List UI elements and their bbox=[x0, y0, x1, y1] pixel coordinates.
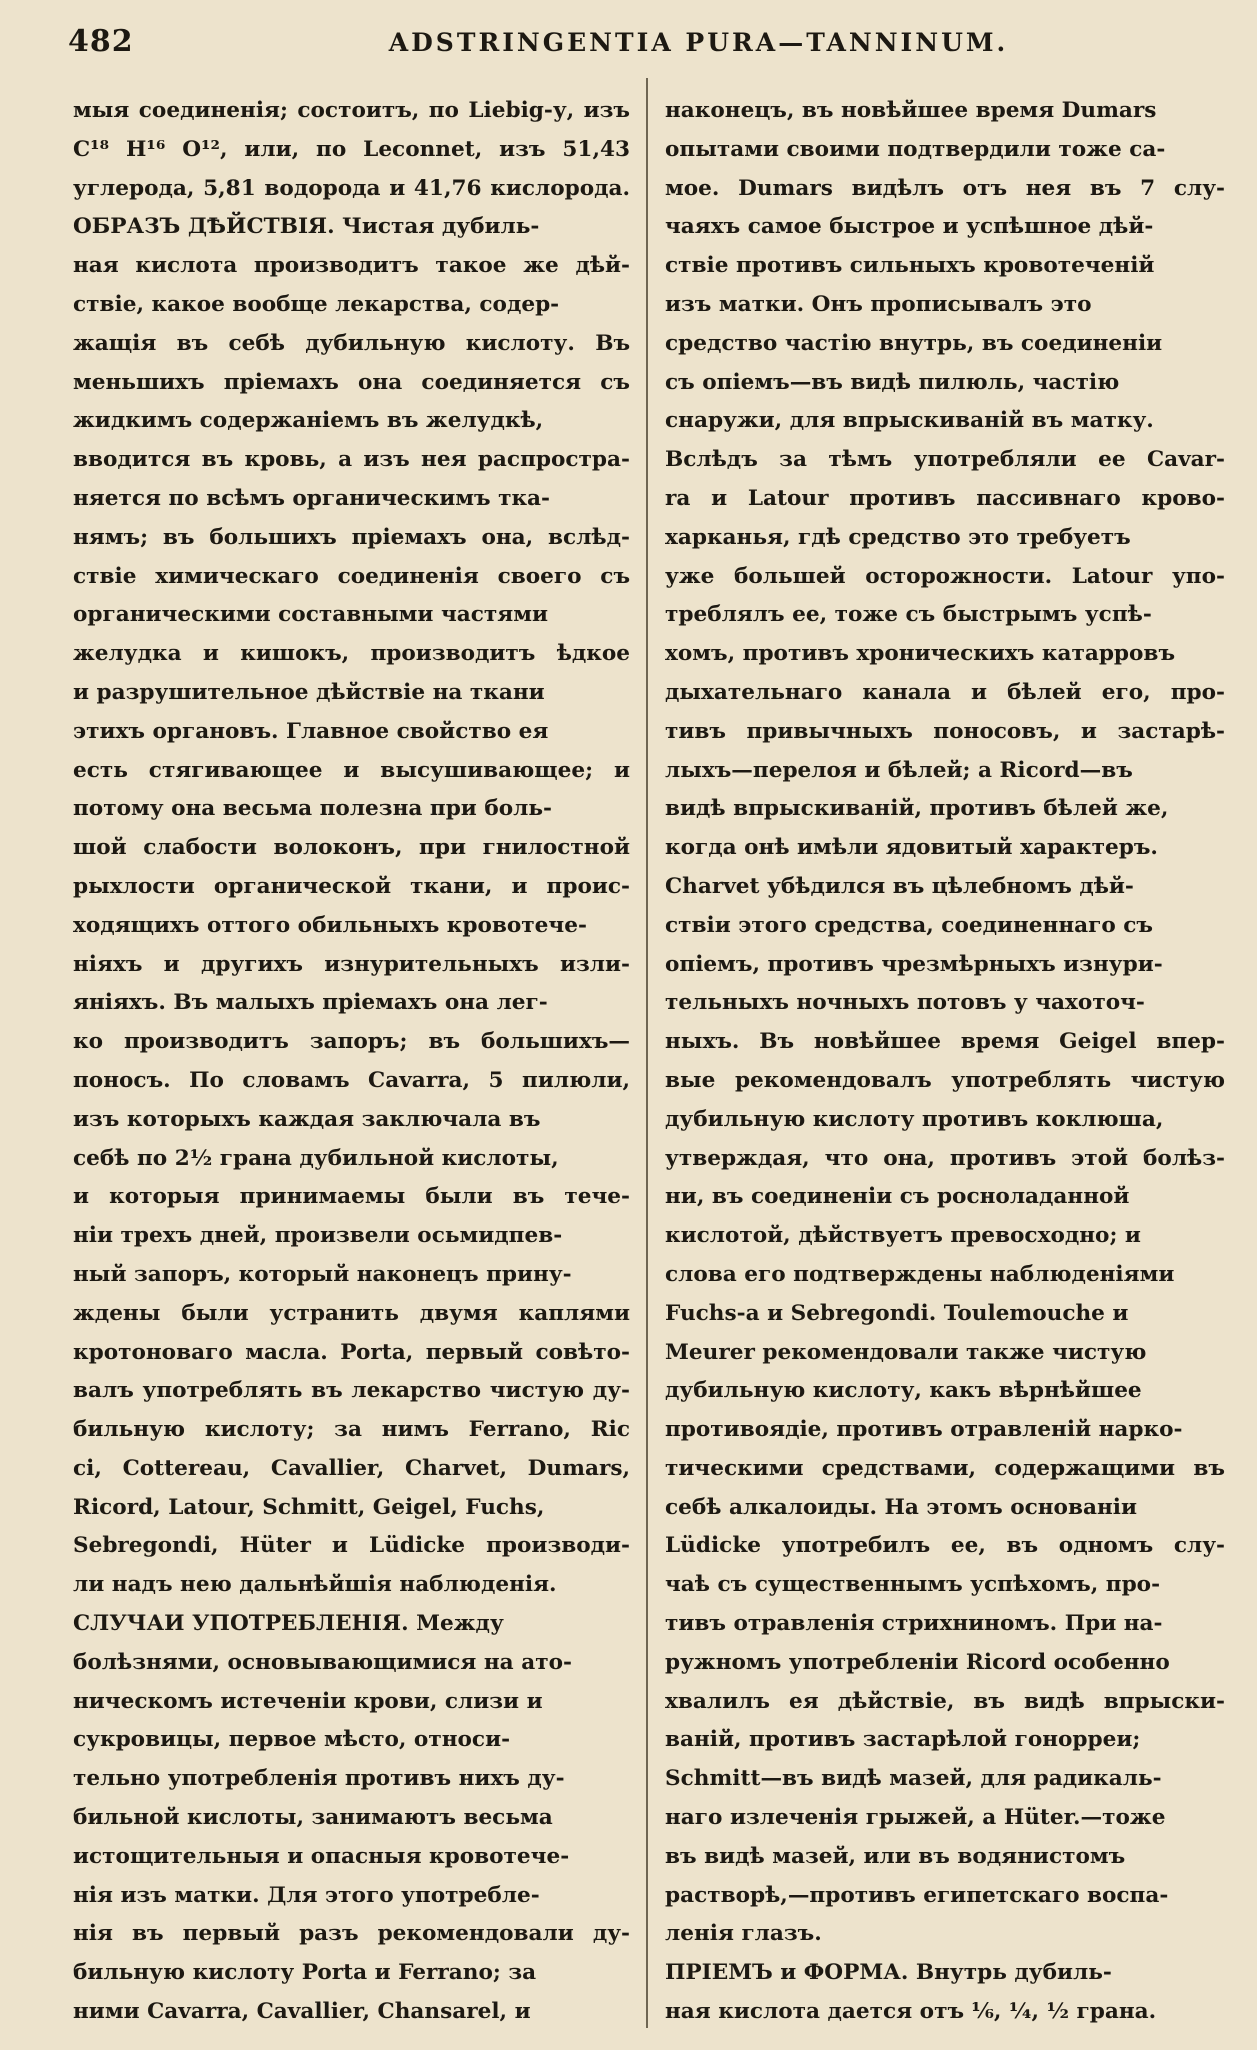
text-line: кротоноваго масла. Porta, первый совѣто- bbox=[73, 1339, 630, 1365]
text-line: мое. Dumars видѣлъ отъ нея въ 7 слу- bbox=[665, 175, 1225, 201]
text-line: Charvet убѣдился въ цѣлебномъ дѣй- bbox=[665, 873, 1134, 899]
text-line: ствіе, какое вообще лекарства, содер- bbox=[73, 291, 560, 317]
text-line: болѣзнями, основывающимися на ато- bbox=[73, 1649, 572, 1675]
text-line: ная кислота производитъ такое же дѣй- bbox=[73, 253, 630, 279]
text-line: жащія въ себѣ дубильную кислоту. Въ bbox=[73, 330, 630, 356]
text-line: когда онѣ имѣли ядовитый характеръ. bbox=[665, 835, 1158, 861]
text-line: въ видѣ мазей, или въ водянистомъ bbox=[665, 1843, 1126, 1869]
text-line: Ricord, Latour, Schmitt, Geigel, Fuchs, bbox=[73, 1494, 545, 1520]
text-line: кислотой, дѣйствуетъ превосходно; и bbox=[665, 1223, 1141, 1249]
text-line: ra и Latour противъ пассивнаго крово- bbox=[665, 485, 1225, 511]
text-line: ная кислота дается отъ ⅙, ¼, ½ грана. bbox=[665, 1999, 1157, 2025]
page-number: 482 bbox=[68, 24, 134, 59]
text-line: Вслѣдъ за тѣмъ употребляли ее Cavar- bbox=[665, 447, 1225, 473]
text-line: опіемъ, противъ чрезмѣрныхъ изнури- bbox=[665, 951, 1163, 977]
text-line: СЛУЧАИ УПОТРЕБЛЕНІЯ. Между bbox=[73, 1611, 504, 1637]
text-line: тическими средствами, содержащими въ bbox=[665, 1455, 1225, 1481]
text-line: жидкимъ содержаніемъ въ желудкѣ, bbox=[73, 408, 544, 434]
text-line: шой слабости волоконъ, при гнилостной bbox=[73, 835, 630, 861]
text-line: дыхательнаго канала и бѣлей его, про- bbox=[665, 679, 1225, 705]
text-line: съ опіемъ—въ видѣ пилюль, частію bbox=[665, 369, 1120, 395]
text-line: вводится въ кровь, а изъ нея распростра- bbox=[73, 447, 630, 473]
text-line: тельныхъ ночныхъ потовъ у чахоточ- bbox=[665, 990, 1145, 1016]
text-line: и которыя принимаемы были въ тече- bbox=[73, 1184, 630, 1210]
text-line: тивъ привычныхъ поносовъ, и застарѣ- bbox=[665, 718, 1225, 744]
text-line: дубильную кислоту противъ коклюша, bbox=[665, 1106, 1164, 1132]
text-line: нямъ; въ большихъ пріемахъ она, вслѣд- bbox=[73, 524, 630, 550]
text-line: нія въ первый разъ рекомендовали ду- bbox=[73, 1921, 630, 1947]
text-line: изъ которыхъ каждая заключала въ bbox=[73, 1106, 541, 1132]
text-line: ли надъ нею дальнѣйшія наблюденія. bbox=[73, 1572, 557, 1598]
text-line: Meurer рекомендовали также чистую bbox=[665, 1339, 1147, 1365]
text-line: углерода, 5,81 водорода и 41,76 кислорода. bbox=[73, 175, 630, 201]
text-line: растворѣ,—противъ египетскаго воспа- bbox=[665, 1882, 1169, 1908]
text-line: и разрушительное дѣйствіе на ткани bbox=[73, 679, 545, 705]
text-line: бильную кислоту Porta и Ferrano; за bbox=[73, 1960, 537, 1986]
text-line: тельно употребленія противъ нихъ ду- bbox=[73, 1766, 565, 1792]
text-line: Fuchs-а и Sebregondi. Toulemouche и bbox=[665, 1300, 1129, 1326]
text-line: ствіи этого средства, соединеннаго съ bbox=[665, 912, 1153, 938]
text-line: нія изъ матки. Для этого употребле- bbox=[73, 1882, 540, 1908]
text-line: ними Cavarra, Cavallier, Chansarel, и bbox=[73, 1999, 531, 2025]
text-line: ствіе химическаго соединенія своего съ bbox=[73, 563, 630, 589]
text-line: чаѣ съ существеннымъ успѣхомъ, про- bbox=[665, 1572, 1161, 1598]
text-line: ленія глазъ. bbox=[665, 1921, 822, 1947]
text-line: хомъ, противъ хроническихъ катарровъ bbox=[665, 641, 1176, 667]
text-line: ни, въ соединеніи съ росноладанной bbox=[665, 1184, 1130, 1210]
column-divider bbox=[646, 78, 648, 2028]
text-line: тивъ отравленія стрихниномъ. При на- bbox=[665, 1611, 1163, 1637]
text-line: наконецъ, въ новѣйшее время Dumars bbox=[665, 98, 1157, 123]
page-header bbox=[68, 24, 1189, 68]
text-line: ружномъ употребленіи Ricord особенно bbox=[665, 1649, 1170, 1675]
text-line: Sebregondi, Hüter и Lüdicke производи- bbox=[73, 1533, 630, 1559]
text-line: есть стягивающее и высушивающее; и bbox=[73, 757, 630, 783]
right-text-column bbox=[665, 92, 1225, 2032]
text-line: желудка и кишокъ, производитъ ѣдкое bbox=[73, 641, 630, 667]
running-head: ADSTRINGENTIA PURA—TANNINUM. bbox=[388, 28, 1009, 57]
text-line: утверждая, что она, противъ этой болѣз- bbox=[665, 1145, 1225, 1171]
text-line: изъ матки. Онъ прописывалъ это bbox=[665, 291, 1092, 317]
text-line: опытами своими подтвердили тоже са- bbox=[665, 136, 1166, 162]
text-line: дубильную кислоту, какъ вѣрнѣйшее bbox=[665, 1378, 1142, 1404]
text-line: ніи трехъ дней, произвели осьмидпев- bbox=[73, 1223, 563, 1249]
text-line: средство частію внутрь, въ соединеніи bbox=[665, 330, 1163, 356]
text-line: ПРІЕМЪ и ФОРМА. Внутрь дубиль- bbox=[665, 1960, 1112, 1986]
left-text-column bbox=[73, 92, 630, 2032]
text-line: яніяхъ. Въ малыхъ пріемахъ она лег- bbox=[73, 990, 548, 1016]
text-line: ходящихъ оттого обильныхъ кровотече- bbox=[73, 912, 587, 938]
text-line: хвалилъ ея дѣйствіе, въ видѣ впрыски- bbox=[665, 1688, 1225, 1714]
text-line: няется по всѣмъ органическимъ тка- bbox=[73, 485, 551, 511]
text-line: ОБРАЗЪ ДѢЙСТВІЯ. Чистая дубиль- bbox=[73, 214, 540, 240]
text-line: противоядіе, противъ отравленій нарко- bbox=[665, 1417, 1183, 1443]
text-line: уже большей осторожности. Latour упо- bbox=[665, 563, 1225, 589]
text-line: ствіе противъ сильныхъ кровотеченій bbox=[665, 253, 1155, 279]
text-line: харканья, гдѣ средство это требуетъ bbox=[665, 524, 1131, 550]
text-line: слова его подтверждены наблюденіями bbox=[665, 1261, 1175, 1287]
text-line: видѣ впрыскиваній, противъ бѣлей же, bbox=[665, 796, 1169, 822]
text-line: ный запоръ, который наконецъ прину- bbox=[73, 1261, 572, 1287]
text-line: валъ употреблять въ лекарство чистую ду- bbox=[73, 1378, 630, 1404]
text-line: треблялъ ее, тоже съ быстрымъ успѣ- bbox=[665, 602, 1152, 628]
text-line: ci, Cottereau, Cavallier, Charvet, Dumars, bbox=[73, 1455, 630, 1481]
text-line: потому она весьма полезна при боль- bbox=[73, 796, 552, 822]
text-line: меньшихъ пріемахъ она соединяется съ bbox=[73, 369, 630, 395]
text-line: ждены были устранить двумя каплями bbox=[73, 1300, 630, 1326]
text-line: лыхъ—перелоя и бѣлей; а Ricord—въ bbox=[665, 757, 1133, 783]
text-line: ническомъ истеченіи крови, слизи и bbox=[73, 1688, 543, 1714]
text-line: вые рекомендовалъ употреблять чистую bbox=[665, 1067, 1225, 1093]
text-line: чаяхъ самое быстрое и успѣшное дѣй- bbox=[665, 214, 1154, 240]
text-line: себѣ алкалоиды. На этомъ основаніи bbox=[665, 1494, 1137, 1520]
text-line: ваній, противъ застарѣлой гонорреи; bbox=[665, 1727, 1141, 1753]
text-line: Schmitt—въ видѣ мазей, для радикаль- bbox=[665, 1766, 1162, 1792]
text-line: истощительныя и опасныя кровотече- bbox=[73, 1843, 570, 1869]
text-line: бильной кислоты, занимаютъ весьма bbox=[73, 1805, 553, 1831]
text-line: сукровицы, первое мѣсто, относи- bbox=[73, 1727, 511, 1753]
text-line: C¹⁸ H¹⁶ O¹², или, по Leconnet, изъ 51,43 bbox=[73, 136, 630, 162]
text-line: органическими составными частями bbox=[73, 602, 549, 628]
text-line: бильную кислоту; за нимъ Ferrano, Ric bbox=[73, 1417, 630, 1443]
text-line: мыя соединенія; состоитъ, по Liebig-у, изъ bbox=[73, 98, 630, 123]
text-line: наго излеченія грыжей, а Hüter.—тоже bbox=[665, 1805, 1166, 1831]
text-line: себѣ по 2½ грана дубильной кислоты, bbox=[73, 1145, 559, 1171]
text-line: поносъ. По словамъ Cavarra, 5 пилюли, bbox=[73, 1067, 630, 1093]
text-line: рыхлости органической ткани, и проис- bbox=[73, 873, 630, 899]
text-line: ныхъ. Въ новѣйшее время Geigel впер- bbox=[665, 1029, 1225, 1055]
text-line: снаружи, для впрыскиваній въ матку. bbox=[665, 408, 1154, 434]
text-line: ко производитъ запоръ; въ большихъ— bbox=[73, 1029, 630, 1055]
text-line: Lüdicke употребилъ ее, въ одномъ слу- bbox=[665, 1533, 1225, 1559]
text-line: этихъ органовъ. Главное свойство ея bbox=[73, 718, 549, 744]
text-line: ніяхъ и другихъ изнурительныхъ изли- bbox=[73, 951, 630, 977]
